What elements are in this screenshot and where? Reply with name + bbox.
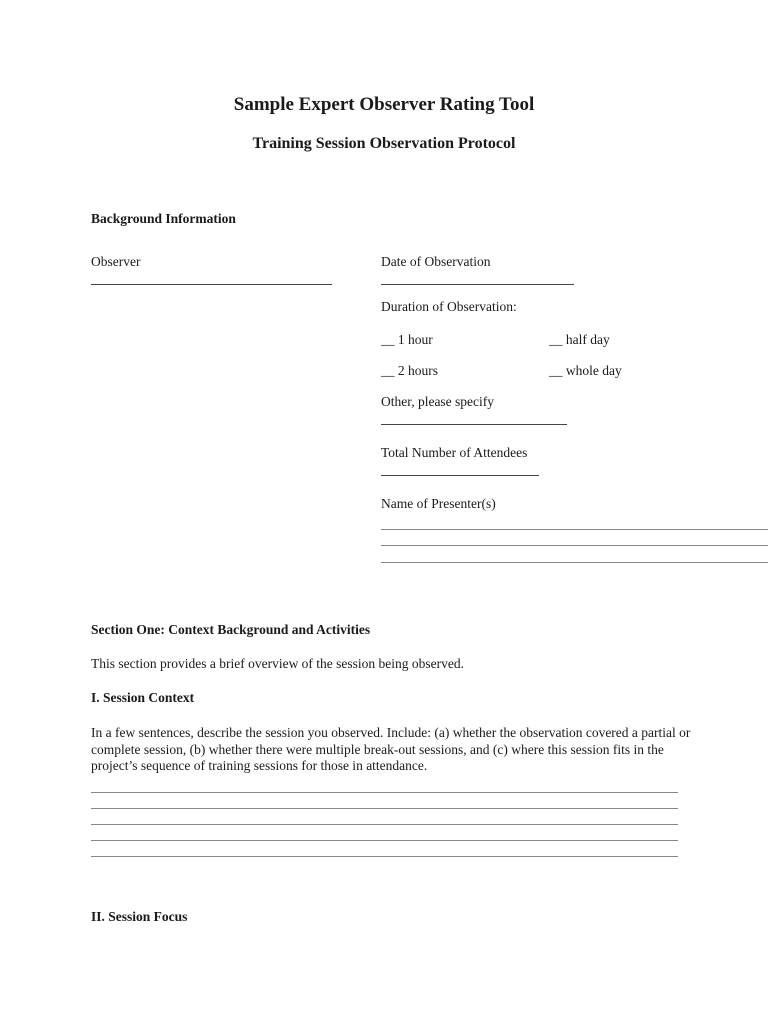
- document-title: Sample Expert Observer Rating Tool: [233, 94, 535, 115]
- option-whole-day[interactable]: __ whole day: [549, 363, 622, 378]
- observer-field[interactable]: [91, 284, 332, 285]
- session-focus-heading: II. Session Focus: [91, 909, 188, 924]
- response-line[interactable]: [91, 856, 678, 857]
- attendees-field[interactable]: [381, 475, 539, 476]
- section-one-heading: Section One: Context Background and Activities: [91, 622, 371, 637]
- date-label: Date of Observation: [381, 254, 491, 269]
- presenter-line[interactable]: [381, 545, 768, 546]
- session-context-heading: I. Session Context: [91, 690, 195, 705]
- attendees-label: Total Number of Attendees: [381, 445, 528, 460]
- presenters-label: Name of Presenter(s): [381, 496, 496, 511]
- other-field[interactable]: [381, 424, 567, 425]
- duration-label: Duration of Observation:: [381, 299, 517, 314]
- background-heading: Background Information: [91, 211, 236, 226]
- other-label: Other, please specify: [381, 394, 495, 409]
- observer-label: Observer: [91, 254, 141, 269]
- session-context-prompt: In a few sentences, describe the session you observed. Include: (a) whether the observation covered a partial or complete session, (b) whether there were multiple break-out sessions, and (c) where this session fits in the project’s sequence of training sessions for those in attendance.: [91, 725, 691, 773]
- response-line[interactable]: [91, 808, 678, 809]
- response-line[interactable]: [91, 840, 678, 841]
- option-one-hour[interactable]: __ 1 hour: [381, 332, 433, 347]
- option-half-day[interactable]: __ half day: [549, 332, 610, 347]
- presenter-line[interactable]: [381, 562, 768, 563]
- presenter-line[interactable]: [381, 529, 768, 530]
- response-line[interactable]: [91, 792, 678, 793]
- option-two-hours[interactable]: __ 2 hours: [381, 363, 438, 378]
- response-line[interactable]: [91, 824, 678, 825]
- document-subtitle: Training Session Observation Protocol: [252, 135, 516, 152]
- date-field[interactable]: [381, 284, 574, 285]
- section-one-intro: This section provides a brief overview of the session being observed.: [91, 656, 465, 671]
